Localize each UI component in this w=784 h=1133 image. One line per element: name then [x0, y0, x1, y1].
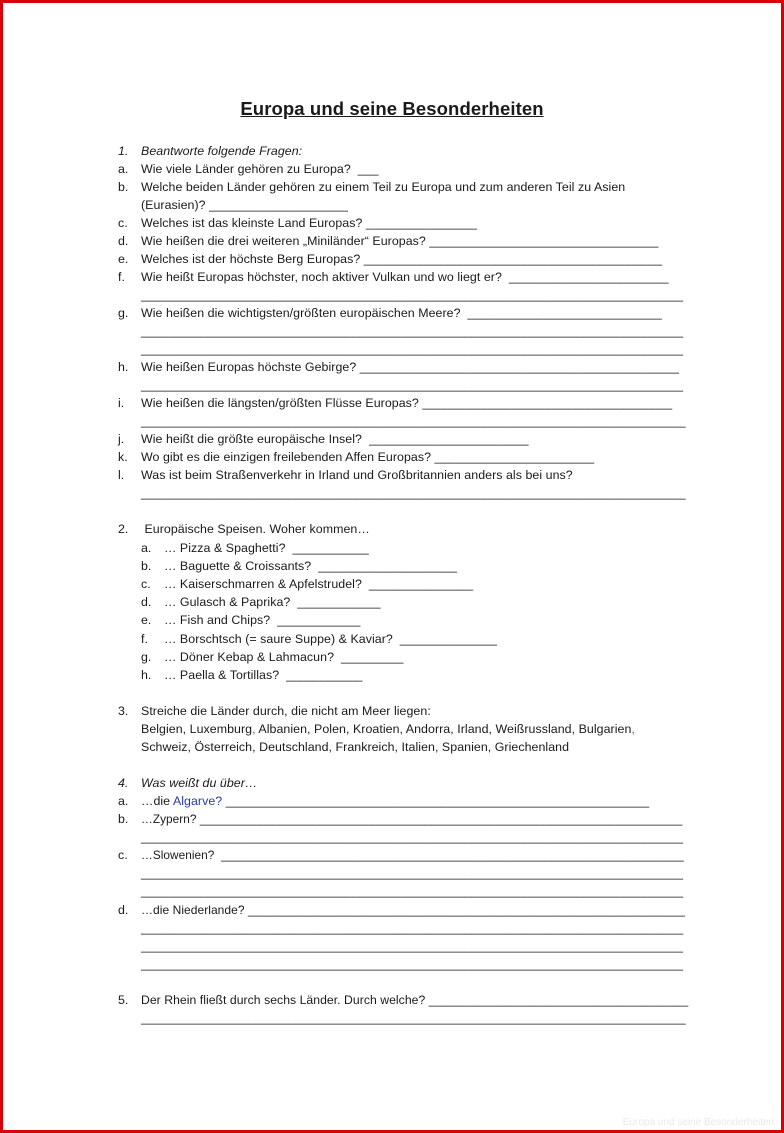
- item-letter: g.: [141, 649, 152, 664]
- item-letter: c.: [118, 216, 128, 230]
- question-text: Wie heißen die längsten/größten Flüsse Europas? ____________________________________: [141, 396, 673, 410]
- item-letter: b.: [141, 559, 152, 574]
- answer-blank: __________________________________________________________________________________: [141, 920, 684, 935]
- section2-number: 2.: [118, 522, 129, 536]
- country-list-part-1: Belgien, Luxemburg: [141, 722, 253, 736]
- question-text: … Baguette & Croissants? ____________________: [164, 559, 458, 574]
- answer-blank: __________________________________________________________________________________: [141, 830, 684, 845]
- question-text: Wie heißen Europas höchste Gebirge? ______________________________________________: [141, 360, 680, 374]
- item-letter: h.: [141, 667, 152, 682]
- item-letter: d.: [118, 902, 129, 917]
- section3-heading: Streiche die Länder durch, die nicht am Meer liegen:: [141, 704, 431, 718]
- algarve-prefix: …die: [141, 794, 173, 808]
- question-text: Wie heißt die größte europäische Insel? _______________________: [141, 432, 529, 446]
- section1-heading: Beantworte folgende Fragen:: [141, 144, 303, 158]
- question-text: (Eurasien)? ____________________: [141, 198, 348, 212]
- item-letter: c.: [118, 848, 128, 863]
- answer-blank: _________________________________________________________________________________: [141, 486, 686, 500]
- red-comma: ,: [631, 722, 635, 736]
- section1-number: 1.: [118, 144, 129, 158]
- item-letter: g.: [118, 306, 129, 320]
- item-letter: c.: [141, 577, 151, 592]
- question-text: Wo gibt es die einzigen freilebenden Affen Europas? _______________________: [141, 450, 595, 464]
- country-list-line-1: [141, 721, 635, 737]
- item-letter: a.: [118, 794, 129, 808]
- answer-blank: __________________________________________________________________________________: [141, 288, 684, 302]
- item-letter: h.: [118, 360, 129, 374]
- question-algarve: [141, 793, 649, 809]
- red-comma: ,: [252, 722, 256, 736]
- question-text: Welche beiden Länder gehören zu einem Teil zu Europa und zum anderen Teil zu Asien: [141, 180, 626, 194]
- question-text: … Pizza & Spaghetti? ___________: [164, 541, 369, 555]
- question-text: Welches ist das kleinste Land Europas? ________________: [141, 216, 477, 230]
- item-letter: f.: [118, 270, 125, 284]
- answer-blank: __________________________________________________________________________________: [141, 866, 684, 881]
- item-letter: d.: [118, 234, 129, 248]
- question-text: …Slowenien? ______________________________________________________________________: [141, 848, 684, 863]
- question-text: … Döner Kebap & Lahmacun? _________: [164, 649, 404, 664]
- answer-blank: _________________________________________________________________________________: [141, 414, 686, 428]
- page-title: Europa und seine Besonderheiten: [240, 98, 544, 119]
- item-letter: j.: [118, 432, 125, 446]
- item-letter: a.: [118, 162, 129, 176]
- section4-heading: Was weißt du über…: [141, 776, 258, 790]
- country-list-line-2: Schweiz, Österreich, Deutschland, Frankreich, Italien, Spanien, Griechenland: [141, 740, 570, 754]
- question-text: Wie heißt Europas höchster, noch aktiver Vulkan und wo liegt er? _______________________: [141, 270, 669, 284]
- country-list-part-2: Albanien, Polen, Kroatien, Andorra, Irland, Weißrussland, Bulgarien: [255, 722, 632, 736]
- question-text: Welches ist der höchste Berg Europas? ___________________________________________: [141, 252, 663, 266]
- item-letter: l.: [118, 468, 125, 482]
- question-text: … Borschtsch (= saure Suppe) & Kaviar? ______________: [164, 631, 497, 646]
- answer-blank: _________________________________________________________________________________: [141, 1011, 686, 1025]
- answer-blank: __________________________________________________________________________________: [141, 324, 684, 338]
- question-text: …Zypern? _________________________________________________________________________: [141, 812, 683, 826]
- question-text: Was ist beim Straßenverkehr in Irland und Großbritannien anders als bei uns?: [141, 468, 573, 482]
- answer-blank: __________________________________________________________________________________: [141, 884, 684, 899]
- question-text: Wie heißen die wichtigsten/größten europäischen Meere? ____________________________: [141, 306, 662, 320]
- section5-number: 5.: [118, 993, 129, 1007]
- answer-blank: __________________________________________________________________________________: [141, 956, 684, 971]
- question-text: … Kaiserschmarren & Apfelstrudel? _______________: [164, 577, 474, 592]
- item-letter: d.: [141, 595, 152, 610]
- item-letter: e.: [141, 613, 152, 628]
- question-text: …die Niederlande? _________________________________________________________________: [141, 902, 686, 917]
- item-letter: b.: [118, 180, 129, 194]
- section2-heading: Europäische Speisen. Woher kommen…: [141, 522, 370, 536]
- answer-blank: __________________________________________________________________________________: [141, 342, 684, 356]
- answer-blank: __________________________________________________________________________________: [141, 378, 684, 392]
- item-letter: i.: [118, 396, 125, 410]
- answer-blank: __________________________________________________________________________________: [141, 938, 684, 953]
- question-text: … Paella & Tortillas? ___________: [164, 667, 363, 682]
- question-rhein: Der Rhein fließt durch sechs Länder. Durch welche? ______________________________________: [141, 993, 689, 1007]
- watermark: Europa und seine Besonderheiten: [622, 1117, 774, 1128]
- item-letter: e.: [118, 252, 129, 266]
- item-letter: a.: [141, 541, 152, 555]
- question-text: Wie viele Länder gehören zu Europa? ___: [141, 162, 379, 176]
- question-text: … Fish and Chips? ____________: [164, 613, 361, 628]
- question-text: … Gulasch & Paprika? ____________: [164, 595, 381, 610]
- section4-number: 4.: [118, 776, 129, 790]
- item-letter: k.: [118, 450, 128, 464]
- item-letter: b.: [118, 812, 129, 826]
- answer-blank: _____________________________________________________________: [222, 794, 650, 808]
- section3-number: 3.: [118, 704, 129, 718]
- question-text: Wie heißen die drei weiteren „Miniländer“ Europas? _________________________________: [141, 234, 659, 248]
- item-letter: f.: [141, 631, 148, 646]
- algarve-link: Algarve?: [172, 794, 223, 808]
